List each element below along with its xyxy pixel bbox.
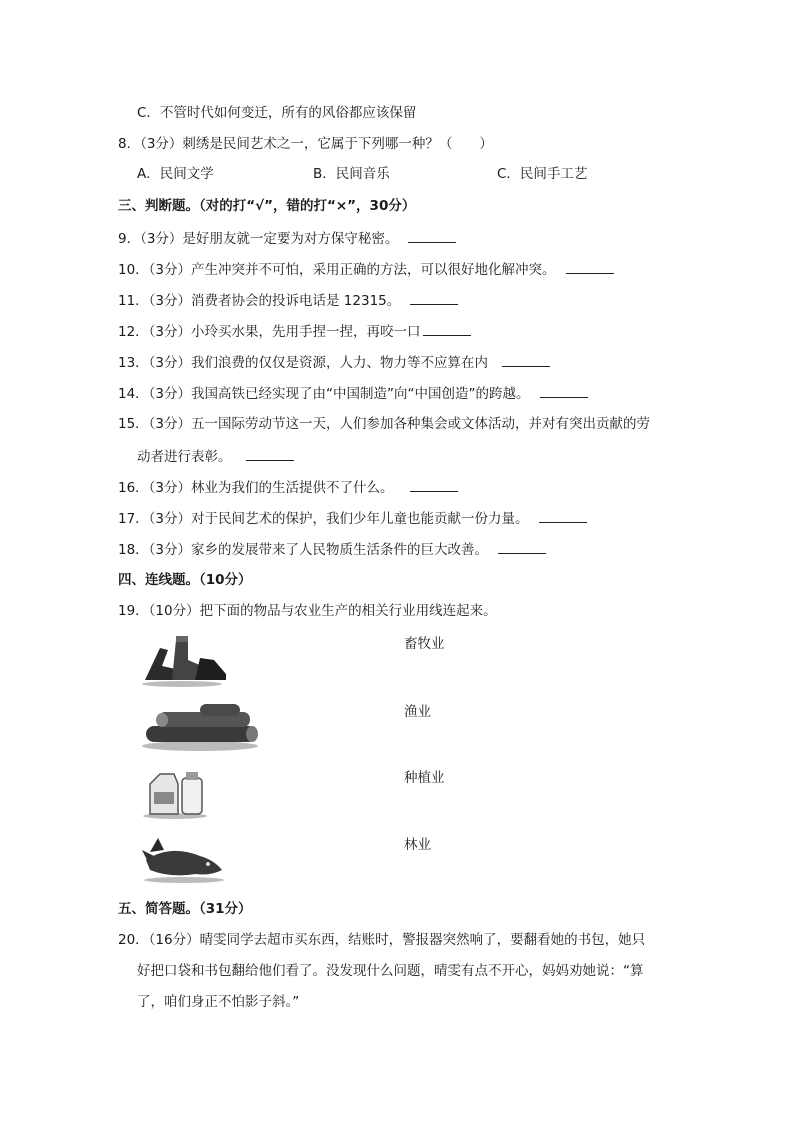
q16-answer-blank[interactable] bbox=[410, 477, 458, 492]
q11-answer-blank[interactable] bbox=[410, 290, 458, 305]
q15-line2 bbox=[137, 446, 294, 467]
q10-answer-blank[interactable] bbox=[566, 259, 614, 274]
q8-option-a: A．民间文学 bbox=[137, 166, 214, 182]
logs-image[interactable] bbox=[140, 700, 262, 752]
industry-label-animal-husbandry: 畜牧业 bbox=[404, 636, 445, 652]
q9-answer-blank[interactable] bbox=[408, 228, 456, 243]
q7-option-c: C．不管时代如何变迁，所有的风俗都应该保留 bbox=[137, 105, 417, 121]
q12 bbox=[118, 321, 471, 342]
q14-text: 14．（3分）我国高铁已经实现了由“中国制造”向“中国创造”的跨越。 bbox=[118, 386, 530, 402]
section4-heading: 四、连线题。（10分） bbox=[118, 572, 252, 588]
q11-text: 11．（3分）消费者协会的投诉电话是 12315。 bbox=[118, 293, 401, 309]
q20-line3: 了，咱们身正不怕影子斜。” bbox=[137, 994, 300, 1010]
q18-answer-blank[interactable] bbox=[498, 539, 546, 554]
section5-heading: 五、简答题。（31分） bbox=[118, 901, 252, 917]
q14-answer-blank[interactable] bbox=[540, 383, 588, 398]
milk-carton-image[interactable] bbox=[140, 764, 210, 820]
q16 bbox=[118, 477, 458, 498]
q17 bbox=[118, 508, 587, 529]
q18 bbox=[118, 539, 546, 560]
q13-answer-blank[interactable] bbox=[502, 352, 550, 367]
q11 bbox=[118, 290, 458, 311]
q16-text: 16．（3分）林业为我们的生活提供不了什么。 bbox=[118, 480, 394, 496]
q8-stem: 8．（3分）刺绣是民间艺术之一，它属于下列哪一种？（ ） bbox=[118, 136, 493, 152]
industry-label-fishery: 渔业 bbox=[404, 704, 431, 720]
q8-option-b: B．民间音乐 bbox=[313, 166, 390, 182]
q19-stem: 19．（10分）把下面的物品与农业生产的相关行业用线连起来。 bbox=[118, 603, 497, 619]
q13-text: 13．（3分）我们浪费的仅仅是资源，人力、物力等不应算在内 bbox=[118, 355, 489, 371]
q12-answer-blank[interactable] bbox=[423, 321, 471, 336]
q14 bbox=[118, 383, 588, 404]
industry-label-planting: 种植业 bbox=[404, 770, 445, 786]
q20-line2: 好把口袋和书包翻给他们看了。没发现什么问题，晴雯有点不开心，妈妈劝她说：“算 bbox=[137, 963, 644, 979]
q18-text: 18．（3分）家乡的发展带来了人民物质生活条件的巨大改善。 bbox=[118, 542, 489, 558]
q15-answer-blank[interactable] bbox=[246, 446, 294, 461]
section3-heading: 三、判断题。（对的打“√”，错的打“×”，30分） bbox=[118, 198, 416, 214]
q9-text: 9．（3分）是好朋友就一定要为对方保守秘密。 bbox=[118, 231, 399, 247]
q10 bbox=[118, 259, 614, 280]
q20-line1: 20．（16分）晴雯同学去超市买东西，结账时，警报器突然响了，要翻看她的书包，她只 bbox=[118, 932, 646, 948]
q10-text: 10．（3分）产生冲突并不可怕，采用正确的方法，可以很好地化解冲突。 bbox=[118, 262, 556, 278]
q9 bbox=[118, 228, 456, 249]
industry-label-forestry: 林业 bbox=[404, 837, 431, 853]
q13 bbox=[118, 352, 550, 373]
q8-option-c: C．民间手工艺 bbox=[497, 166, 588, 182]
q17-answer-blank[interactable] bbox=[539, 508, 587, 523]
q12-text: 12．（3分）小玲买水果，先用手捏一捏，再咬一口 bbox=[118, 324, 421, 340]
boots-image[interactable] bbox=[140, 630, 230, 688]
fish-image[interactable] bbox=[140, 830, 226, 884]
q15-text-cont: 动者进行表彰。 bbox=[137, 449, 232, 465]
q17-text: 17．（3分）对于民间艺术的保护，我们少年儿童也能贡献一份力量。 bbox=[118, 511, 529, 527]
q15-line1: 15．（3分）五一国际劳动节这一天，人们参加各种集会或文体活动，并对有突出贡献的劳 bbox=[118, 416, 651, 432]
